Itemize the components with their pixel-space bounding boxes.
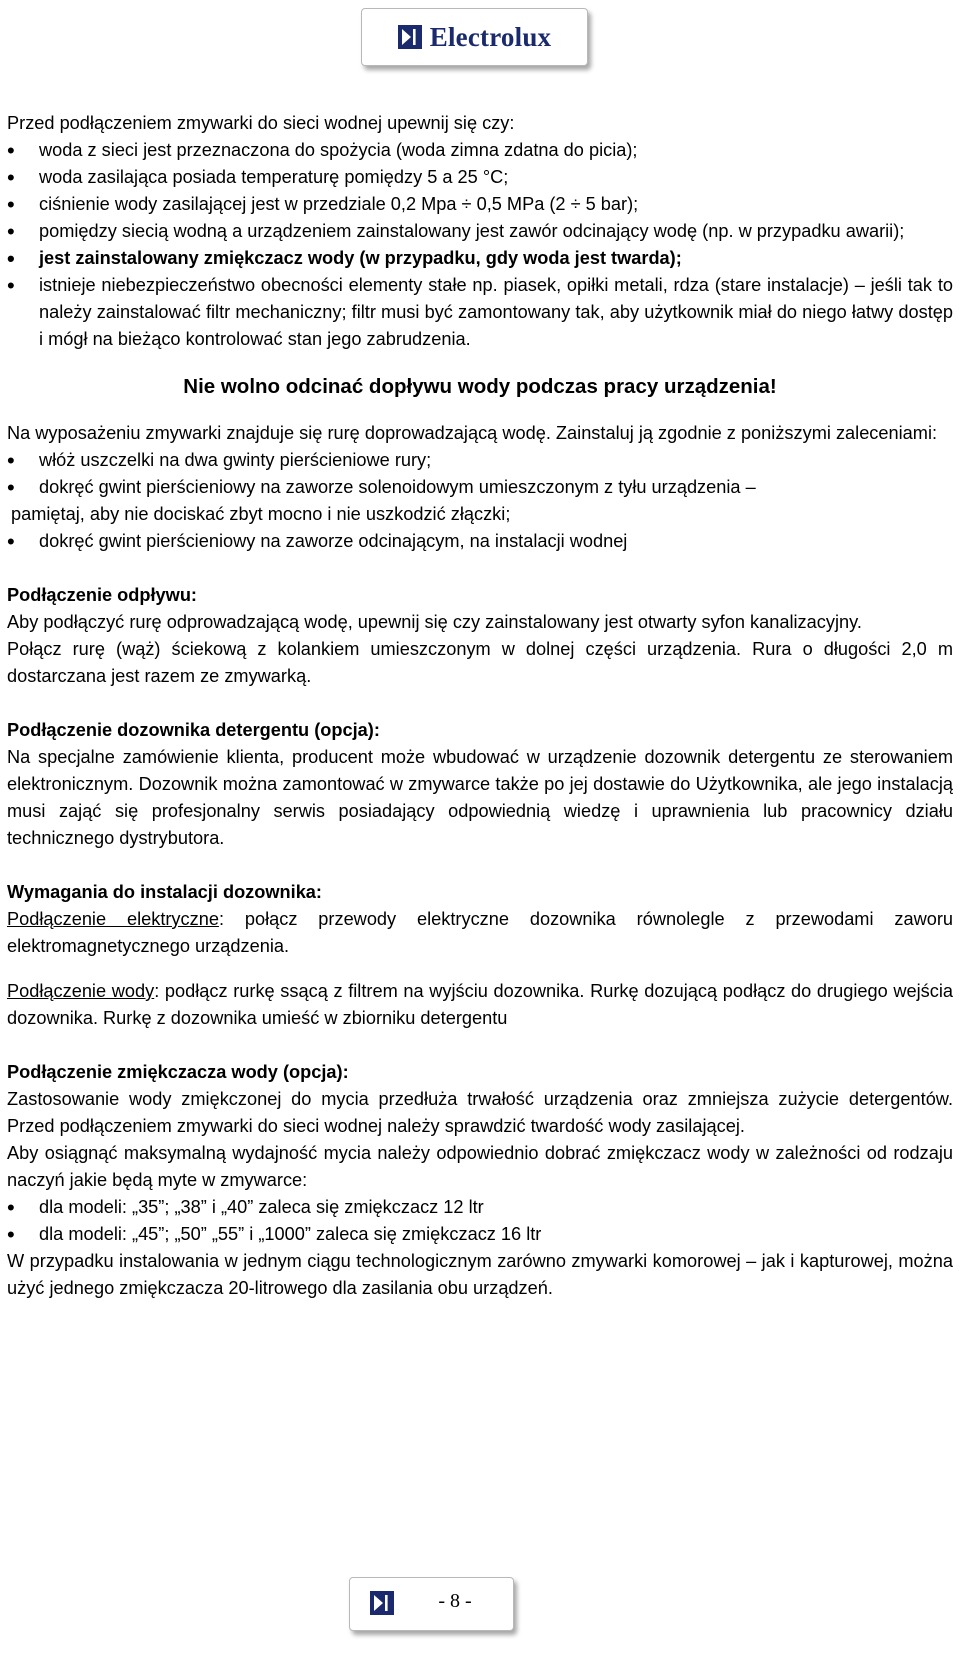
list-item: • pomiędzy siecią wodną a urządzeniem zainstalowany jest zawór odcinający wodę (np. w przypadku awarii); [7, 218, 953, 245]
dispenser-paragraph: Na specjalne zamówienie klienta, producent może wbudować w urządzenie dozownik detergentu ze sterowaniem elektronicznym. Dozownik można zamontować w zmywarce także po jej dostawie do Użytkownika, ale jego instalacją musi zająć się profesjonalny serwis posiadający odpowiednią wiedzę i uprawnienia lub pracownicy działu technicznego dystrybutora. [7, 747, 953, 848]
list-item: • dla modeli: „45”; „50” „55” i „1000” zaleca się zmiękczacz 16 ltr [7, 1221, 953, 1248]
water-connection-paragraph [7, 978, 953, 1032]
hose-steps [7, 447, 953, 501]
requirements-heading: Wymagania do instalacji dozownika: [7, 882, 322, 902]
water-connection-text: : podłącz rurkę ssącą z filtrem na wyjściu dozownika. Rurkę dozującą podłącz do drugiego wejścia dozownika. Rurkę z dozownika umieść w zbiorniku detergentu [7, 981, 953, 1028]
page-footer [349, 1577, 514, 1631]
list-item: • jest zainstalowany zmiękczacz wody (w przypadku, gdy woda jest twarda); [7, 245, 953, 272]
page-number: - 8 - [438, 1590, 472, 1612]
brand-name: Electrolux [429, 21, 552, 52]
brand-logo [361, 8, 588, 66]
drain-paragraph: Połącz rurę (wąż) ściekową z kolankiem umieszczonym w dolnej części urządzenia. Rura o długości 2,0 m dostarczana jest razem ze zmywarką. [7, 639, 953, 686]
softener-paragraph: W przypadku instalowania w jednym ciągu technologicznym zarówno zmywarki komorowej – jak i kapturowej, można użyć jednego zmiękczacza 20-litrowego dla zasilania obu urządzeń. [7, 1251, 953, 1298]
drain-paragraph: Aby podłączyć rurę odprowadzającą wodę, upewnij się czy zainstalowany jest otwarty syfon kanalizacyjny. [7, 612, 862, 632]
list-item: • włóż uszczelki na dwa gwinty pierścieniowe rury; [7, 447, 953, 474]
list-item: • woda z sieci jest przeznaczona do spożycia (woda zimna zdatna do picia); [7, 137, 953, 164]
softener-heading: Podłączenie zmiękczacza wody (opcja): [7, 1062, 349, 1082]
list-item: • woda zasilająca posiada temperaturę pomiędzy 5 a 25 °C; [7, 164, 953, 191]
hose-steps-end [7, 528, 953, 555]
list-item: • dokręć gwint pierścieniowy na zaworze odcinającym, na instalacji wodnej [7, 528, 953, 555]
dispenser-heading: Podłączenie dozownika detergentu (opcja): [7, 720, 380, 740]
water-supply-checklist [7, 137, 953, 353]
water-warning: Nie wolno odcinać dopływu wody podczas pracy urządzenia! [183, 375, 777, 398]
softener-model-list [7, 1194, 953, 1248]
document-body [7, 110, 953, 1302]
electrolux-logo-icon [398, 25, 422, 49]
list-item: • istnieje niebezpieczeństwo obecności elementy stałe np. piasek, opiłki metali, rdza (stare instalacje) – jeśli tak to należy zainstalować filtr mechaniczny; filtr musi być zamontowany tak, aby użytkownik miał do niego łatwy dostęp i mógł na bieżąco kontrolować stan jego zabrudzenia. [7, 272, 953, 353]
electrical-connection-text: : połącz przewody elektryczne dozownika równolegle z przewodami zaworu elektromagnetycznego urządzenia. [7, 909, 953, 956]
hose-step-continuation: pamiętaj, aby nie dociskać zbyt mocno i nie uszkodzić złączki; [11, 504, 511, 524]
electrical-connection-label: Podłączenie elektryczne [7, 909, 219, 929]
water-supply-intro: Przed podłączeniem zmywarki do sieci wodnej upewnij się czy: [7, 113, 515, 133]
list-item: • dla modeli: „35”; „38” i „40” zaleca się zmiękczacz 12 ltr [7, 1194, 953, 1221]
drain-heading: Podłączenie odpływu: [7, 585, 197, 605]
softener-paragraph: Zastosowanie wody zmiękczonej do mycia przedłuża trwałość urządzenia oraz zmniejsza zużycie detergentów. Przed podłączeniem zmywarki do sieci wodnej należy sprawdzić twardość wody zasilającej. [7, 1089, 953, 1136]
electrolux-logo-icon [370, 1591, 394, 1615]
list-item: • dokręć gwint pierścieniowy na zaworze solenoidowym umieszczonym z tyłu urządzenia – [7, 474, 953, 501]
electrical-connection-paragraph [7, 906, 953, 960]
softener-paragraph: Aby osiągnąć maksymalną wydajność mycia należy odpowiednio dobrać zmiękczacz wody w zależności od rodzaju naczyń jakie będą myte w zmywarce: [7, 1143, 953, 1190]
list-item: • ciśnienie wody zasilającej jest w przedziale 0,2 Mpa ÷ 0,5 MPa (2 ÷ 5 bar); [7, 191, 953, 218]
hose-intro: Na wyposażeniu zmywarki znajduje się rurę doprowadzającą wodę. Zainstaluj ją zgodnie z poniższymi zaleceniami: [7, 423, 938, 443]
water-connection-label: Podłączenie wody [7, 981, 155, 1001]
